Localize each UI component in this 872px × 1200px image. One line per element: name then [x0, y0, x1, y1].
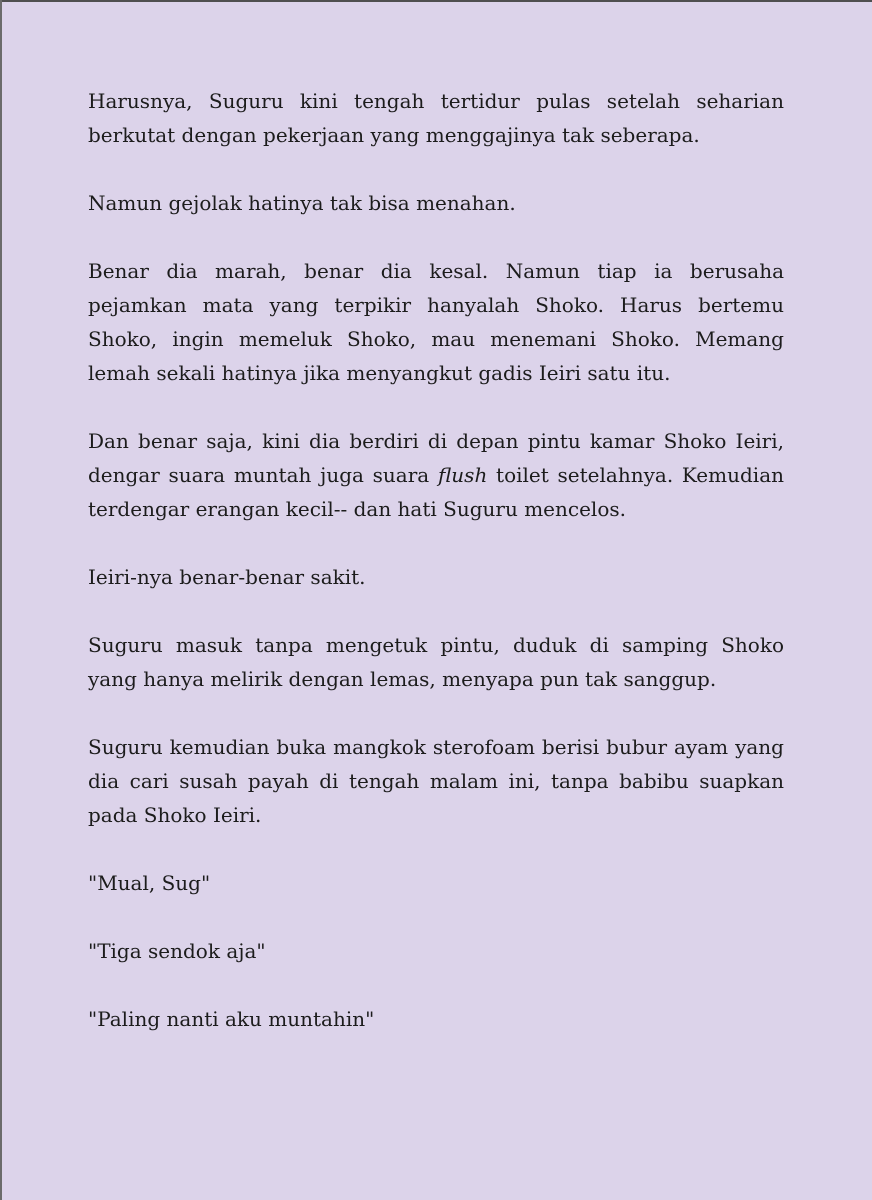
dialogue-line-3: "Paling nanti aku muntahin": [88, 1007, 375, 1031]
story-paragraph-2: Namun gejolak hatinya tak bisa menahan.: [88, 191, 516, 215]
story-paragraph-4-emphasis: flush: [437, 463, 488, 487]
story-paragraph-6: Suguru masuk tanpa mengetuk pintu, duduk di samping Shoko yang hanya melirik dengan lemas, menyapa pun tak sanggup.: [88, 633, 784, 691]
story-paragraph-3: Benar dia marah, benar dia kesal. Namun tiap ia berusaha pejamkan mata yang terpikir hanyalah Shoko. Harus bertemu Shoko, ingin memeluk Shoko, mau menemani Shoko. Memang lemah sekali hatinya jika menyangkut gadis Ieiri satu itu.: [88, 259, 784, 385]
dialogue-line-1: "Mual, Sug": [88, 871, 211, 895]
story-paragraph-7: Suguru kemudian buka mangkok sterofoam berisi bubur ayam yang dia cari susah payah di tengah malam ini, tanpa babibu suapkan pada Shoko Ieiri.: [88, 735, 784, 827]
top-border-line: [0, 0, 872, 2]
story-paragraph-5: Ieiri-nya benar-benar sakit.: [88, 565, 366, 589]
left-border-line: [0, 0, 2, 1200]
story-paragraph-4-end: toilet setelahnya. Kemudian terdengar erangan kecil-- dan hati Suguru mencelos.: [88, 463, 784, 521]
story-paragraph-4-start: Dan benar saja, kini dia berdiri di depan pintu kamar Shoko Ieiri, dengar suara muntah juga suara: [88, 429, 784, 487]
story-paragraph-1: Harusnya, Suguru kini tengah tertidur pulas setelah seharian berkutat dengan pekerjaan yang menggajinya tak seberapa.: [88, 89, 784, 147]
dialogue-line-2: "Tiga sendok aja": [88, 939, 266, 963]
story-paragraph-4: [88, 424, 784, 526]
story-page: [88, 84, 784, 1070]
